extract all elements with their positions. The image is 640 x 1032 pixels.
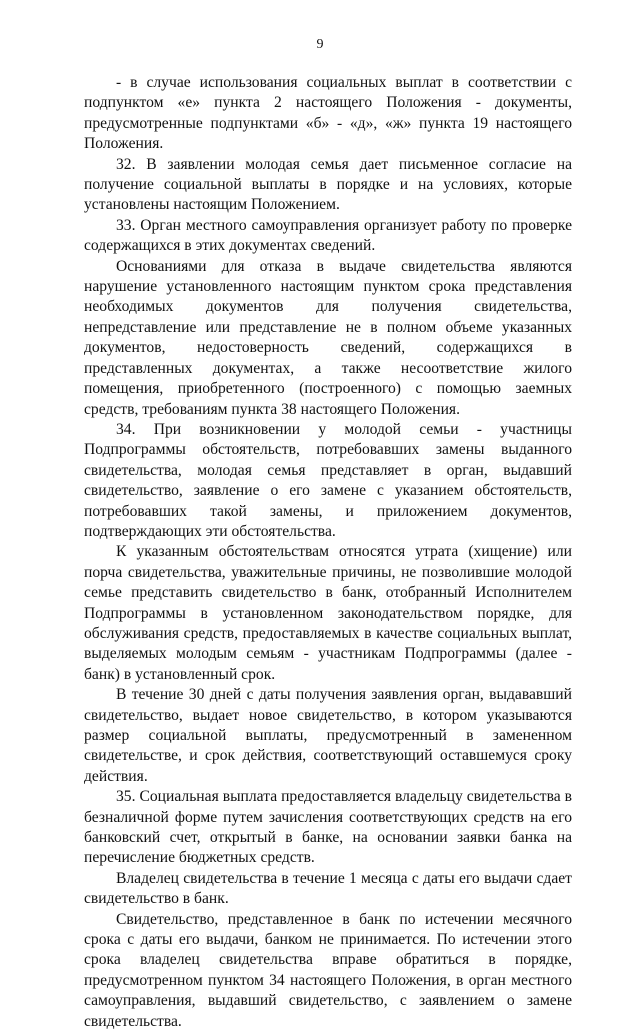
paragraph-32: 32. В заявлении молодая семья дает письменное согласие на получение социальной выплаты в порядке и на условиях, которые установлены настоящим Положением. bbox=[84, 155, 572, 214]
paragraph-circumstances: К указанным обстоятельствам относятся утрата (хищение) или порча свидетельства, уважительные причины, не позволившие молодой семье представить свидетельство в банк, отобранный Исполнителем Подпрограммы в установленном законодательством порядке, для обслуживания средств, предоставляемых в качестве социальных выплат, выделяемых молодым семьям - участникам Подпрограммы (далее - банк) в установленный срок. bbox=[84, 543, 572, 683]
document-body bbox=[84, 73, 572, 1032]
page-number: 9 bbox=[316, 37, 324, 52]
paragraph-35: 35. Социальная выплата предоставляется владельцу свидетельства в безналичной форме путем зачисления соответствующих средств на его банковский счет, открытый в банке, на основании заявки банка на перечисление бюджетных средств. bbox=[84, 788, 572, 867]
paragraph-subpoint-e: - в случае использования социальных выплат в соответствии с подпунктом «е» пункта 2 настоящего Положения - документы, предусмотренные подпунктами «б» - «д», «ж» пункта 19 настоящего Положения. bbox=[84, 74, 572, 153]
paragraph-34: 34. При возникновении у молодой семьи - участницы Подпрограммы обстоятельств, потребовавших замены выданного свидетельства, молодая семья представляет в орган, выдавший свидетельство, заявление о его замене с указанием обстоятельств, потребовавших такой замены, и приложением документов, подтверждающих эти обстоятельства. bbox=[84, 420, 572, 540]
paragraph-submission-deadline: Владелец свидетельства в течение 1 месяца с даты его выдачи сдает свидетельство в банк. bbox=[84, 869, 572, 908]
paragraph-refusal-grounds: Основаниями для отказа в выдаче свидетельства являются нарушение установленного настоящим пунктом срока представления необходимых документов для получения свидетельства, непредставление или представление не в полном объеме указанных документов, недостоверность сведений, содержащихся в представленных документах, а также несоответствие жилого помещения, приобретенного (построенного) с помощью заемных средств, требованиям пункта 38 настоящего Положения. bbox=[84, 257, 572, 418]
paragraph-new-certificate: В течение 30 дней с даты получения заявления орган, выдававший свидетельство, выдает новое свидетельство, в котором указываются размер социальной выплаты, предусмотренный в замененном свидетельстве, и срок действия, соответствующий оставшемуся сроку действия. bbox=[84, 686, 572, 785]
paragraph-expired-certificate: Свидетельство, представленное в банк по истечении месячного срока с даты его выдачи, банком не принимается. По истечении этого срока владелец свидетельства вправе обратиться в порядке, предусмотренном пунктом 34 настоящего Положения, в орган местного самоуправления, выдавший свидетельство, с заявлением о замене свидетельства. bbox=[84, 910, 572, 1030]
paragraph-33: 33. Орган местного самоуправления организует работу по проверке содержащихся в этих документах сведений. bbox=[84, 216, 572, 255]
